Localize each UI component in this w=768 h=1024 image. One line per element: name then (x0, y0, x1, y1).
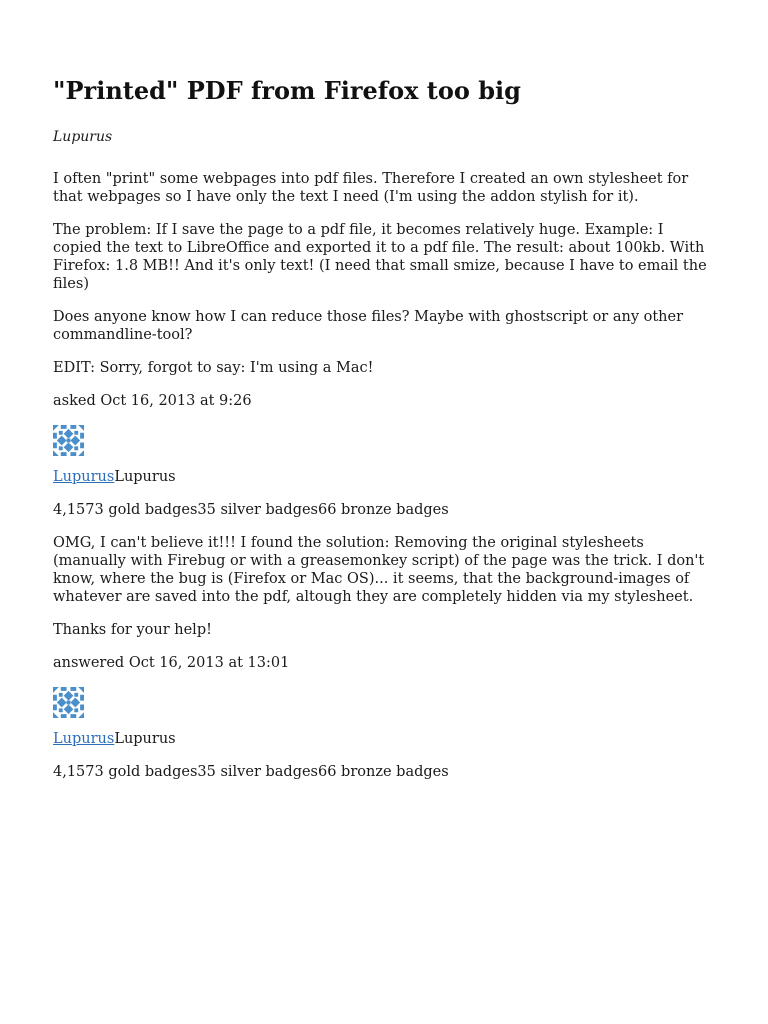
question-author: Lupurus (53, 129, 113, 145)
asked-timestamp: asked Oct 16, 2013 at 9:26 (53, 393, 252, 409)
answer-user-name: Lupurus (114, 731, 176, 747)
question-paragraph-2: The problem: If I save the page to a pdf file, it becomes relatively huge. Example: I copied the text to LibreOffice and exported it to a pdf file. The result: about 100kb. With Firefox: 1.8 MB!! And it's only text! (I need that small smize, because I have to email the files) (53, 222, 707, 292)
question-paragraph-4: EDIT: Sorry, forgot to say: I'm using a Mac! (53, 360, 374, 376)
answer-body (53, 534, 715, 639)
answer-paragraph-1: OMG, I can't believe it!!! I found the solution: Removing the original stylesheets (manually with Firebug or with a greasemonkey script) of the page was the trick. I don't know, where the bug is (Firefox or Mac OS)... it seems, that the background-images of whatever are saved into the pdf, altough they are completely hidden via my stylesheet. (53, 535, 705, 605)
page-title: "Printed" PDF from Firefox too big (53, 76, 521, 105)
question-user-name: Lupurus (114, 469, 176, 485)
question-paragraph-1: I often "print" some webpages into pdf files. Therefore I created an own stylesheet for that webpages so I have only the text I need (I'm using the addon stylish for it). (53, 171, 689, 205)
question-paragraph-3: Does anyone know how I can reduce those files? Maybe with ghostscript or any other commandline-tool? (53, 309, 684, 343)
answer-user-avatar-identicon[interactable] (53, 687, 84, 718)
answer-paragraph-2: Thanks for your help! (53, 622, 212, 638)
user-avatar-identicon[interactable] (53, 425, 84, 456)
question-user (53, 468, 715, 486)
question-user-badges: 4,1573 gold badges35 silver badges66 bronze badges (53, 502, 449, 518)
answer-user-badges: 4,1573 gold badges35 silver badges66 bronze badges (53, 764, 449, 780)
answered-timestamp: answered Oct 16, 2013 at 13:01 (53, 655, 290, 671)
question-user-link[interactable]: Lupurus (53, 469, 115, 485)
question-body (53, 170, 715, 377)
answer-user (53, 730, 715, 748)
answer-user-link[interactable]: Lupurus (53, 731, 115, 747)
